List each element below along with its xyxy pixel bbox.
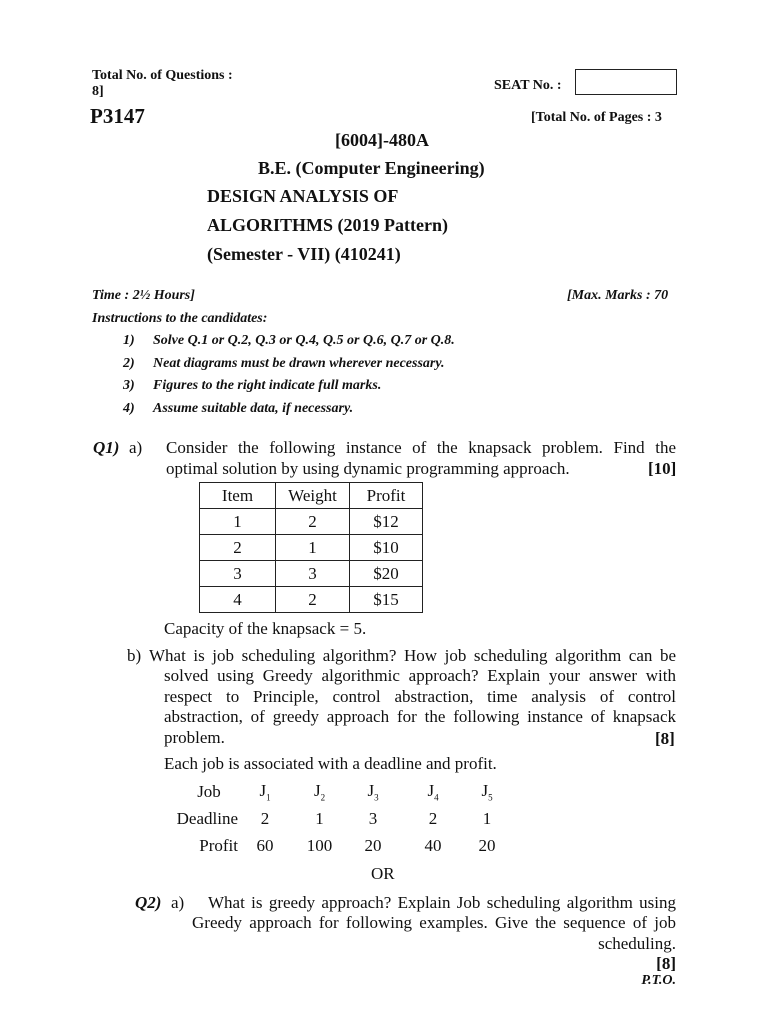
instruction-text-3: Figures to the right indicate full marks. [153, 378, 382, 393]
job-cell: 2 [428, 808, 438, 828]
knapsack-cell: 1 [276, 535, 350, 561]
q1-a-line2: optimal solution by using dynamic programming approach. [166, 459, 570, 478]
job-cell: 2 [260, 808, 270, 828]
pto-marker: P.T.O. [641, 973, 676, 988]
exam-time: Time : 2½ Hours] [92, 288, 195, 303]
semester-line: (Semester - VII) (410241) [207, 244, 401, 264]
course-code: [6004]-480A [335, 130, 429, 150]
job-cell: 100 [306, 835, 333, 855]
knapsack-header-profit: Profit [350, 483, 423, 509]
job-cell: 3 [368, 808, 378, 828]
job-cell: $J_2$ [313, 780, 326, 803]
q2-a-line1: What is greedy approach? Explain Job scheduling algorithm using [208, 893, 676, 912]
q1-a-marks: [10] [648, 459, 677, 478]
job-intro: Each job is associated with a deadline and profit. [164, 754, 497, 773]
knapsack-cell: $15 [350, 587, 423, 613]
instruction-text-2: Neat diagrams must be drawn wherever necessary. [153, 356, 445, 371]
job-cell: $J_4$ [427, 780, 439, 803]
instruction-num-1: 1) [123, 333, 135, 348]
total-questions [92, 68, 233, 100]
table-row [170, 778, 497, 805]
job-cell: $J_3$ [367, 780, 379, 803]
job-cell: 60 [256, 835, 274, 855]
job-cell: 1 [482, 808, 492, 828]
knapsack-header-weight: Weight [276, 483, 350, 509]
job-cell: 20 [364, 835, 382, 855]
knapsack-cell: 2 [276, 587, 350, 613]
instructions-title: Instructions to the candidates: [92, 311, 268, 326]
q1-b-line4: abstraction, of greedy approach for the following instance of knapsack [164, 707, 676, 726]
knapsack-cell: $20 [350, 561, 423, 587]
table-row [200, 509, 423, 535]
instruction-text-4: Assume suitable data, if necessary. [153, 401, 354, 416]
paper-code: P3147 [90, 104, 145, 128]
instruction-num-3: 3) [123, 378, 135, 393]
knapsack-cell: 2 [276, 509, 350, 535]
instruction-num-4: 4) [123, 401, 135, 416]
subject-line2: ALGORITHMS (2019 Pattern) [207, 215, 448, 235]
degree-title: B.E. (Computer Engineering) [258, 158, 485, 178]
q1-b-line2: solved using Greedy algorithmic approach? Explain your answer with [164, 666, 676, 685]
knapsack-header-row [200, 483, 423, 509]
job-table [170, 778, 497, 859]
q2-a-line3: scheduling. [598, 934, 676, 953]
q2-label: Q2) [135, 893, 162, 912]
deadline-row-label: Deadline [176, 808, 238, 828]
job-cell: 1 [315, 808, 324, 828]
q1-label: Q1) [93, 438, 120, 457]
table-row [200, 587, 423, 613]
q1-b-label: b) [127, 646, 142, 665]
q1-b-line3: respect to Principle, control abstraction, time analysis of control [164, 687, 676, 706]
job-cell: $J_5$ [481, 780, 493, 803]
knapsack-cell: 4 [200, 587, 276, 613]
knapsack-cell: 1 [200, 509, 276, 535]
q2-a-label: a) [171, 893, 185, 912]
job-cell: 20 [478, 835, 496, 855]
seat-label: SEAT No. : [494, 78, 562, 93]
q2-a-line2: Greedy approach for following examples. Give the sequence of job [192, 913, 676, 932]
knapsack-cell: $10 [350, 535, 423, 561]
knapsack-cell: 2 [200, 535, 276, 561]
q1-b-marks: [8] [655, 729, 675, 748]
knapsack-header-item: Item [200, 483, 276, 509]
knapsack-cell: $12 [350, 509, 423, 535]
knapsack-cell: 3 [200, 561, 276, 587]
or-separator: OR [371, 864, 395, 883]
q1-b-line5: problem. [164, 728, 225, 747]
q1-a-line1: Consider the following instance of the knapsack problem. Find the [166, 438, 676, 457]
job-cell: $J_1$ [259, 780, 271, 803]
total-questions-line1: Total No. of Questions : [92, 68, 233, 83]
job-cell: 40 [424, 835, 442, 855]
total-pages: [Total No. of Pages : 3 [531, 110, 662, 125]
knapsack-table [199, 482, 423, 613]
q2-a-marks: [8] [656, 954, 676, 973]
total-questions-line2: 8] [92, 84, 104, 99]
profit-row-label: Profit [199, 835, 238, 855]
seat-number-box[interactable] [575, 69, 677, 95]
max-marks: [Max. Marks : 70 [567, 288, 669, 303]
q1-b-line1: What is job scheduling algorithm? How job scheduling algorithm can be [149, 646, 676, 665]
table-row [200, 535, 423, 561]
instruction-num-2: 2) [123, 356, 135, 371]
table-row [170, 805, 497, 832]
job-row-label: Job [197, 781, 221, 801]
instruction-text-1: Solve Q.1 or Q.2, Q.3 or Q.4, Q.5 or Q.6, Q.7 or Q.8. [153, 333, 455, 348]
subject-line1: DESIGN ANALYSIS OF [207, 186, 399, 206]
knapsack-capacity: Capacity of the knapsack = 5. [164, 619, 367, 638]
knapsack-cell: 3 [276, 561, 350, 587]
q1-a-label: a) [129, 438, 143, 457]
table-row [200, 561, 423, 587]
table-row [170, 832, 497, 859]
